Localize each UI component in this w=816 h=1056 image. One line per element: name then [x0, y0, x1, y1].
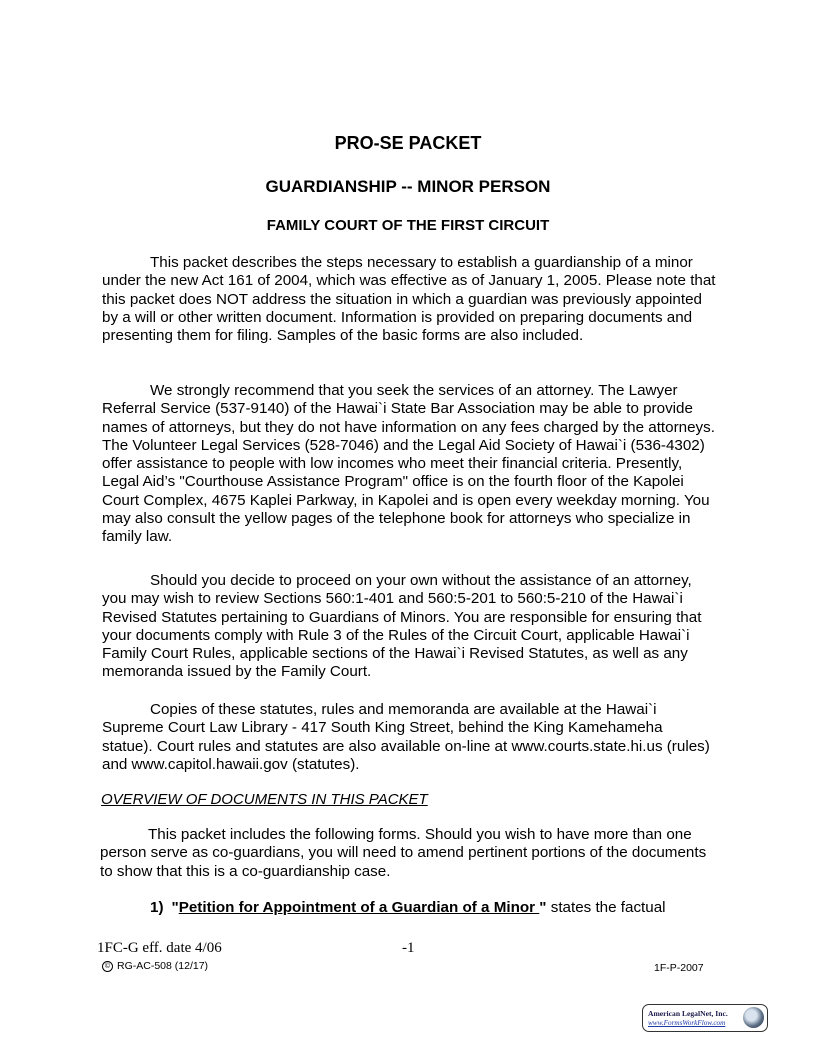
logo-url[interactable]: www.FormsWorkFlow.com: [648, 1019, 726, 1027]
overview-intro: This packet includes the following forms. Should you wish to have more than one person serve as co-guardians, you will need to amend pertinent portions of the documents to show that this is a co-guardianship case.: [100, 826, 707, 880]
page-title: PRO-SE PACKET: [334, 133, 482, 153]
globe-icon: [743, 1007, 764, 1028]
rg-code: RG-AC-508 (12/17): [117, 960, 209, 972]
form-list-item: 1) "Petition for Appointment of a Guardian of a Minor " states the factual: [150, 899, 666, 916]
form-id: 1FC-G eff. date 4/06: [97, 940, 222, 956]
court-name: FAMILY COURT OF THE FIRST CIRCUIT: [266, 217, 550, 234]
form-code: 1F-P-2007: [654, 962, 704, 974]
page-number: -1: [402, 940, 415, 956]
paragraph-attorney: We strongly recommend that you seek the services of an attorney. The Lawyer Referral Service (537-9140) of the Hawai`i State Bar Association may be able to provide names of attorneys, but they do not have information on any fees charged by the attorneys. The Volunteer Legal Services (528-7046) and the Legal Aid Society of Hawai`i (536-4302) offer assistance to people with low incomes who meet their financial criteria. Presently, Legal Aid’s "Courthouse Assistance Program" office is on the fourth floor of the Kapolei Court Complex, 4675 Kaplei Parkway, in Kapolei and is open every weekday morning. You may also consult the yellow pages of the telephone book for attorneys who specialize in family law.: [102, 382, 715, 546]
item-number: 1): [150, 899, 164, 916]
overview-heading: OVERVIEW OF DOCUMENTS IN THIS PACKET: [101, 791, 428, 808]
paragraph-library: Copies of these statutes, rules and memoranda are available at the Hawai`i Supreme Court Law Library - 417 South King Street, behind the King Kamehameha statue). Court rules and statutes are also available on-line at www.courts.state.hi.us (rules) and www.capitol.hawaii.gov (statutes).: [102, 701, 710, 773]
paragraph-intro: This packet describes the steps necessary to establish a guardianship of a minor under the new Act 161 of 2004, which was effective as of January 1, 2005. Please note that this packet does NOT address the situation in which a guardian was previously appointed by a will or other written document. Information is provided on preparing documents and presenting them for filing. Samples of the basic forms are also included.: [102, 254, 716, 345]
logo-company: American LegalNet, Inc.: [648, 1009, 728, 1018]
paragraph-statutes: Should you decide to proceed on your own without the assistance of an attorney, you may wish to review Sections 560:1-401 and 560:5-201 to 560:5-210 of the Hawai`i Revised Statutes pertaining to Guardians of Minors. You are responsible for ensuring that your documents comply with Rule 3 of the Rules of the Circuit Court, applicable Hawai`i Family Court Rules, applicable sections of the Hawai`i Revised Statutes, as well as any memoranda issued by the Family Court.: [102, 572, 702, 681]
copyright-icon: ©: [102, 961, 113, 972]
page-subtitle: GUARDIANSHIP -- MINOR PERSON: [265, 177, 551, 196]
legalnet-logo[interactable]: [642, 1004, 768, 1032]
item-title: Petition for Appointment of a Guardian of a Minor: [178, 899, 536, 916]
item-text: states the factual: [550, 899, 666, 916]
rg-code-line: [102, 960, 208, 972]
